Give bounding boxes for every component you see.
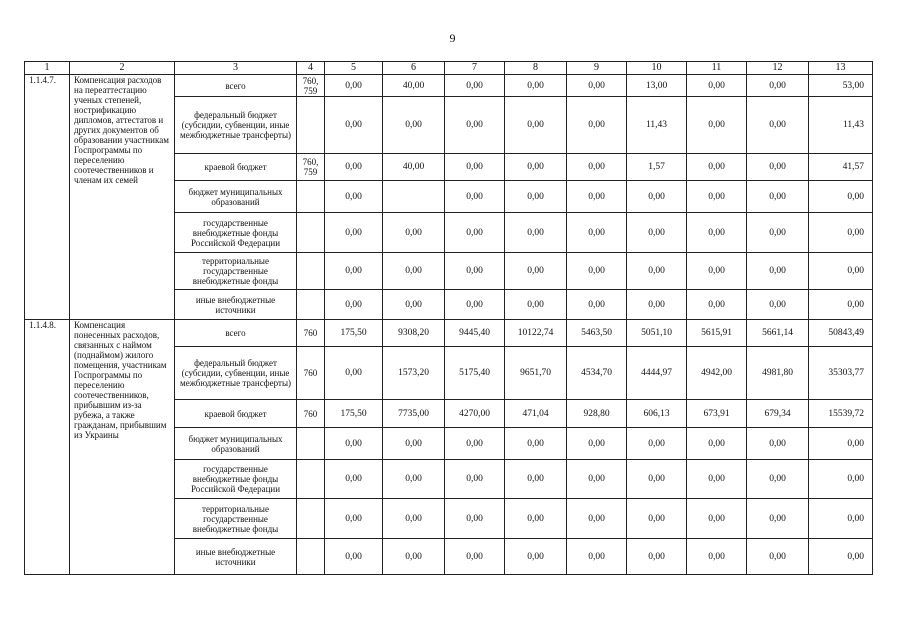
budget-table-body [25,62,873,575]
year-value: 0,00 [627,253,687,290]
year-value: 0,00 [747,428,809,460]
funding-source: государственные внебюджетные фонды Российской Федерации [175,213,297,253]
total-value: 0,00 [809,181,873,213]
total-value: 0,00 [809,213,873,253]
year-value: 0,00 [383,428,445,460]
year-value: 0,00 [505,75,567,97]
year-value: 0,00 [627,290,687,320]
year-value: 0,00 [747,213,809,253]
year-value: 0,00 [505,181,567,213]
budget-code [297,253,325,290]
year-value: 0,00 [505,213,567,253]
total-value: 50843,49 [809,320,873,347]
budget-code [297,181,325,213]
year-value: 0,00 [325,154,383,181]
year-value: 4270,00 [445,400,505,428]
total-value: 41,57 [809,154,873,181]
page-number: 9 [449,31,456,45]
year-value: 0,00 [383,290,445,320]
budget-code: 760, 759 [297,75,325,97]
total-value: 0,00 [809,290,873,320]
total-value: 53,00 [809,75,873,97]
total-value: 0,00 [809,539,873,575]
year-value: 0,00 [567,290,627,320]
funding-source: всего [175,75,297,97]
year-value: 0,00 [627,213,687,253]
year-value: 0,00 [567,97,627,154]
year-value: 11,43 [627,97,687,154]
column-number-3: 3 [175,62,297,75]
year-value: 9651,70 [505,347,567,400]
year-value: 0,00 [325,253,383,290]
budget-code [297,213,325,253]
year-value: 175,50 [325,320,383,347]
budget-code: 760 [297,400,325,428]
total-value: 35303,77 [809,347,873,400]
year-value: 9308,20 [383,320,445,347]
year-value: 0,00 [505,253,567,290]
year-value: 0,00 [445,460,505,499]
total-value: 0,00 [809,428,873,460]
budget-code [297,460,325,499]
column-number-5: 5 [325,62,383,75]
year-value: 5615,91 [687,320,747,347]
budget-code [297,428,325,460]
column-number-7: 7 [445,62,505,75]
column-number-4: 4 [297,62,325,75]
column-number-11: 11 [687,62,747,75]
year-value: 0,00 [505,428,567,460]
column-number-12: 12 [747,62,809,75]
funding-source: иные внебюджетные источники [175,290,297,320]
year-value: 0,00 [445,499,505,539]
year-value: 0,00 [747,539,809,575]
funding-source: бюджет муниципальных образований [175,181,297,213]
year-value: 1,57 [627,154,687,181]
year-value: 0,00 [687,460,747,499]
column-number-13: 13 [809,62,873,75]
year-value: 7735,00 [383,400,445,428]
year-value: 0,00 [325,539,383,575]
year-value: 0,00 [567,539,627,575]
year-value: 0,00 [383,460,445,499]
year-value: 0,00 [627,539,687,575]
year-value: 0,00 [687,539,747,575]
funding-source: краевой бюджет [175,154,297,181]
year-value: 0,00 [567,499,627,539]
year-value: 0,00 [687,213,747,253]
item-name: Компенсация понесенных расходов, связанных с наймом (поднаймом) жилого помещения, участникам Госпрограммы по переселению соотечественников, прибывшим из-за рубежа, а также гражданам, прибывшим из Украины [70,320,175,575]
column-number-8: 8 [505,62,567,75]
year-value: 4534,70 [567,347,627,400]
budget-code: 760 [297,347,325,400]
year-value: 0,00 [627,460,687,499]
budget-code [297,290,325,320]
column-number-6: 6 [383,62,445,75]
year-value: 0,00 [445,97,505,154]
year-value: 0,00 [747,97,809,154]
year-value: 5051,10 [627,320,687,347]
year-value: 0,00 [383,253,445,290]
year-value: 0,00 [445,428,505,460]
year-value: 0,00 [505,539,567,575]
year-value: 0,00 [325,213,383,253]
budget-code [297,97,325,154]
budget-code [297,499,325,539]
year-value: 0,00 [687,181,747,213]
year-value: 0,00 [567,253,627,290]
year-value: 0,00 [445,253,505,290]
funding-source: территориальные государственные внебюджетные фонды [175,499,297,539]
column-number-1: 1 [25,62,70,75]
total-value: 15539,72 [809,400,873,428]
year-value [383,181,445,213]
year-value: 0,00 [747,499,809,539]
table-row [25,320,873,347]
item-code: 1.1.4.7. [25,75,70,320]
year-value: 40,00 [383,75,445,97]
year-value: 5175,40 [445,347,505,400]
year-value: 0,00 [567,213,627,253]
year-value: 471,04 [505,400,567,428]
year-value: 0,00 [687,290,747,320]
header-row [25,62,873,75]
year-value: 0,00 [445,181,505,213]
year-value: 0,00 [687,75,747,97]
year-value: 0,00 [383,213,445,253]
total-value: 0,00 [809,253,873,290]
year-value: 0,00 [383,499,445,539]
total-value: 0,00 [809,460,873,499]
funding-source: территориальные государственные внебюджетные фонды [175,253,297,290]
year-value: 0,00 [445,213,505,253]
year-value: 175,50 [325,400,383,428]
year-value: 0,00 [627,428,687,460]
year-value: 0,00 [445,75,505,97]
year-value: 0,00 [567,181,627,213]
item-name: Компенсация расходов на переаттестацию ученых степеней, нострификацию дипломов, аттестатов и других документов об образовании участникам Госпрограммы по переселению соотечественников и членам их семей [70,75,175,320]
budget-table [24,61,873,575]
year-value: 0,00 [567,428,627,460]
year-value: 0,00 [627,499,687,539]
year-value: 0,00 [687,253,747,290]
year-value: 928,80 [567,400,627,428]
budget-code [297,539,325,575]
year-value: 0,00 [505,460,567,499]
year-value: 0,00 [325,428,383,460]
year-value: 0,00 [567,75,627,97]
year-value: 0,00 [325,75,383,97]
total-value: 0,00 [809,499,873,539]
year-value: 0,00 [627,181,687,213]
year-value: 0,00 [747,181,809,213]
year-value: 0,00 [567,154,627,181]
year-value: 0,00 [325,499,383,539]
budget-code: 760, 759 [297,154,325,181]
year-value: 0,00 [325,290,383,320]
year-value: 0,00 [325,460,383,499]
year-value: 679,34 [747,400,809,428]
year-value: 0,00 [383,539,445,575]
year-value: 0,00 [747,460,809,499]
year-value: 0,00 [445,539,505,575]
year-value: 0,00 [505,97,567,154]
year-value: 0,00 [383,97,445,154]
funding-source: всего [175,320,297,347]
year-value: 13,00 [627,75,687,97]
year-value: 0,00 [747,154,809,181]
year-value: 0,00 [747,290,809,320]
year-value: 0,00 [687,97,747,154]
year-value: 0,00 [747,253,809,290]
year-value: 0,00 [325,97,383,154]
total-value: 11,43 [809,97,873,154]
year-value: 606,13 [627,400,687,428]
column-number-9: 9 [567,62,627,75]
funding-source: федеральный бюджет (субсидии, субвенции, иные межбюджетные трансферты) [175,97,297,154]
year-value: 0,00 [747,75,809,97]
year-value: 0,00 [325,347,383,400]
column-number-10: 10 [627,62,687,75]
year-value: 1573,20 [383,347,445,400]
year-value: 5661,14 [747,320,809,347]
year-value: 0,00 [687,154,747,181]
funding-source: государственные внебюджетные фонды Российской Федерации [175,460,297,499]
funding-source: краевой бюджет [175,400,297,428]
year-value: 0,00 [687,428,747,460]
year-value: 4942,00 [687,347,747,400]
year-value: 0,00 [505,154,567,181]
year-value: 4444,97 [627,347,687,400]
year-value: 0,00 [567,460,627,499]
year-value: 0,00 [445,154,505,181]
item-code: 1.1.4.8. [25,320,70,575]
year-value: 673,91 [687,400,747,428]
year-value: 4981,80 [747,347,809,400]
table-row [25,75,873,97]
funding-source: федеральный бюджет (субсидии, субвенции, иные межбюджетные трансферты) [175,347,297,400]
year-value: 0,00 [505,499,567,539]
year-value: 9445,40 [445,320,505,347]
funding-source: иные внебюджетные источники [175,539,297,575]
funding-source: бюджет муниципальных образований [175,428,297,460]
year-value: 0,00 [505,290,567,320]
year-value: 40,00 [383,154,445,181]
year-value: 5463,50 [567,320,627,347]
year-value: 10122,74 [505,320,567,347]
year-value: 0,00 [687,499,747,539]
year-value: 0,00 [325,181,383,213]
budget-code: 760 [297,320,325,347]
year-value: 0,00 [445,290,505,320]
column-number-2: 2 [70,62,175,75]
